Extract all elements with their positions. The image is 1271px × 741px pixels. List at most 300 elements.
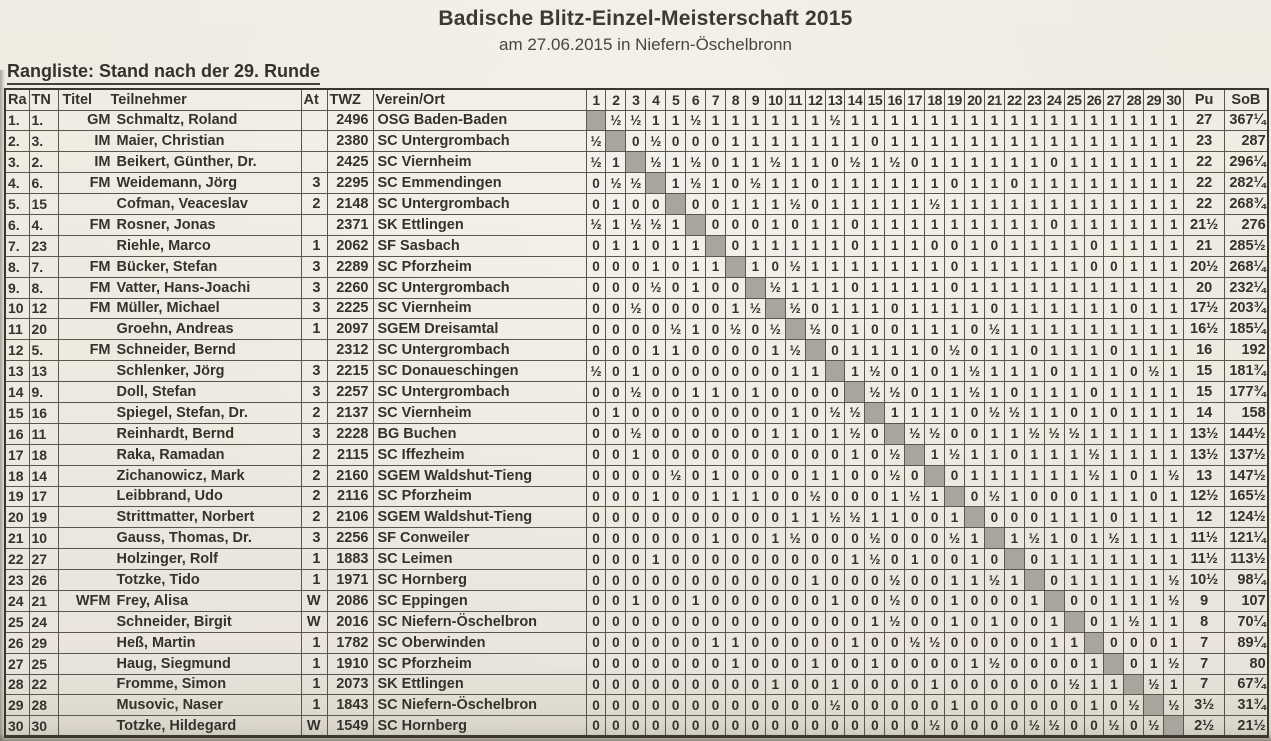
result-cell: ½ [885, 570, 905, 591]
result-cell: 1 [1004, 423, 1024, 444]
result-cell: ½ [1164, 465, 1184, 486]
result-cell: 1 [865, 194, 885, 215]
age-class-cell: 2 [301, 194, 327, 215]
result-cell: 1 [765, 340, 785, 361]
table-row [5, 632, 1268, 653]
result-cell: 0 [706, 423, 726, 444]
result-cell: 0 [965, 590, 985, 611]
club-cell: SC Leimen [373, 549, 586, 570]
rating-cell: 2225 [327, 298, 373, 319]
result-cell: 0 [646, 194, 666, 215]
result-cell: 1 [1104, 152, 1124, 173]
result-cell: 1 [785, 402, 805, 423]
result-cell: 0 [666, 549, 686, 570]
player-name: Müller, Michael [116, 300, 220, 317]
result-cell: 1 [1004, 486, 1024, 507]
result-cell: ½ [725, 319, 745, 340]
player-cell [58, 611, 301, 632]
result-cell: 0 [765, 632, 785, 653]
result-cell: 1 [984, 277, 1004, 298]
result-cell: 0 [745, 340, 765, 361]
result-cell: 0 [805, 444, 825, 465]
start-number-cell: 28 [29, 695, 58, 716]
result-cell: 0 [785, 590, 805, 611]
result-cell: 0 [586, 507, 606, 528]
player-name: Schneider, Bernd [116, 342, 236, 359]
result-cell: 1 [1144, 235, 1164, 256]
rank-cell: 22 [5, 549, 29, 570]
result-cell: ½ [646, 277, 666, 298]
result-cell: 0 [805, 298, 825, 319]
result-cell: 0 [725, 507, 745, 528]
result-cell: 1 [1044, 256, 1064, 277]
player-name: Strittmatter, Norbert [116, 509, 255, 526]
result-cell: 0 [1024, 507, 1044, 528]
result-cell: 0 [925, 507, 945, 528]
result-cell: 1 [825, 214, 845, 235]
result-cell: 1 [1084, 486, 1104, 507]
col-header-sob: SoB [1225, 89, 1268, 110]
result-cell: 1 [865, 277, 885, 298]
col-header-round-22: 22 [1004, 89, 1024, 110]
col-header-round-27: 27 [1104, 89, 1124, 110]
result-cell: 0 [965, 340, 985, 361]
result-cell: 1 [825, 194, 845, 215]
points-cell: 14 [1184, 402, 1225, 423]
result-cell: 0 [825, 549, 845, 570]
result-cell: ½ [1164, 570, 1184, 591]
result-cell: 1 [1164, 277, 1184, 298]
result-cell: 1 [1064, 298, 1084, 319]
result-cell: 0 [1124, 653, 1144, 674]
result-cell: ½ [984, 653, 1004, 674]
result-cell: 1 [745, 110, 765, 131]
result-cell: 1 [1024, 235, 1044, 256]
result-cell: 0 [845, 214, 865, 235]
rating-cell: 2260 [327, 277, 373, 298]
result-cell: 0 [825, 340, 845, 361]
result-cell: 1 [825, 277, 845, 298]
player-cell [58, 695, 301, 716]
result-cell: 0 [965, 716, 985, 737]
club-cell: SK Ettlingen [373, 214, 586, 235]
result-cell: ½ [626, 214, 646, 235]
col-header-round-18: 18 [925, 89, 945, 110]
result-cell: 0 [945, 173, 965, 194]
result-cell: 1 [1004, 214, 1024, 235]
player-cell [58, 131, 301, 152]
points-cell: 13½ [1184, 444, 1225, 465]
result-cell: ½ [945, 340, 965, 361]
points-cell: 7 [1184, 674, 1225, 695]
result-cell: 0 [785, 549, 805, 570]
result-cell: 1 [805, 256, 825, 277]
result-cell: 0 [646, 298, 666, 319]
document-header [10, 7, 1271, 55]
result-cell: 0 [765, 382, 785, 403]
rank-cell: 21 [5, 528, 29, 549]
result-cell: 1 [1144, 298, 1164, 319]
result-cell: 1 [765, 423, 785, 444]
col-header-round-15: 15 [865, 89, 885, 110]
result-cell: 1 [1084, 361, 1104, 382]
result-cell: 1 [845, 131, 865, 152]
result-cell: 1 [845, 340, 865, 361]
result-cell: 0 [706, 277, 726, 298]
sob-cell: 113½ [1225, 549, 1268, 570]
table-row [5, 235, 1268, 256]
result-cell: ½ [765, 319, 785, 340]
player-cell [58, 507, 301, 528]
result-cell: 0 [785, 214, 805, 235]
result-cell: ½ [925, 194, 945, 215]
result-cell: 0 [646, 695, 666, 716]
club-cell: SC Oberwinden [373, 632, 586, 653]
result-cell: 1 [965, 465, 985, 486]
result-cell: 1 [1104, 277, 1124, 298]
result-cell: 1 [606, 194, 626, 215]
player-name: Weidemann, Jörg [116, 175, 238, 192]
start-number-cell: 13 [29, 361, 58, 382]
sob-cell: 144½ [1225, 423, 1268, 444]
result-cell: 0 [586, 570, 606, 591]
result-cell: 1 [925, 173, 945, 194]
rating-cell: 1549 [327, 716, 373, 737]
result-cell: 1 [825, 590, 845, 611]
result-cell: 1 [1144, 173, 1164, 194]
result-cell: 0 [706, 298, 726, 319]
result-cell: 1 [1104, 590, 1124, 611]
result-cell: 0 [945, 256, 965, 277]
col-header-round-23: 23 [1024, 89, 1044, 110]
sob-cell: 67¾ [1225, 674, 1268, 695]
player-cell [58, 194, 301, 215]
result-cell: 0 [626, 465, 646, 486]
result-cell: 0 [825, 611, 845, 632]
result-cell: 0 [626, 340, 646, 361]
result-cell: 1 [805, 152, 825, 173]
result-cell: 0 [686, 632, 706, 653]
result-cell: 0 [1104, 256, 1124, 277]
result-cell: 0 [606, 298, 626, 319]
result-cell: 0 [1044, 653, 1064, 674]
result-cell: 1 [1024, 277, 1044, 298]
result-cell: 0 [1044, 361, 1064, 382]
result-cell: 0 [925, 340, 945, 361]
result-cell: 1 [1124, 173, 1144, 194]
club-cell: SC Untergrombach [373, 277, 586, 298]
result-cell: 0 [805, 402, 825, 423]
result-cell: 0 [686, 402, 706, 423]
start-number-cell: 20 [29, 319, 58, 340]
result-cell: ½ [666, 465, 686, 486]
result-cell: 0 [646, 235, 666, 256]
result-cell: 0 [1044, 214, 1064, 235]
result-cell: 1 [845, 173, 865, 194]
result-cell: 1 [1084, 194, 1104, 215]
result-cell: 0 [984, 716, 1004, 737]
result-cell: 0 [825, 653, 845, 674]
result-cell: 1 [1044, 528, 1064, 549]
result-cell: 0 [606, 277, 626, 298]
result-cell: 0 [666, 361, 686, 382]
result-cell: 1 [626, 235, 646, 256]
result-cell: 1 [1104, 382, 1124, 403]
result-cell: 1 [1124, 528, 1144, 549]
table-row [5, 423, 1268, 444]
result-cell: 0 [725, 528, 745, 549]
result-cell: ½ [646, 152, 666, 173]
result-cell: ½ [885, 465, 905, 486]
result-cell: 1 [905, 194, 925, 215]
result-cell: 0 [865, 632, 885, 653]
result-cell: 0 [706, 549, 726, 570]
age-class-cell: 3 [301, 423, 327, 444]
start-number-cell: 4. [29, 214, 58, 235]
club-cell: SC Untergrombach [373, 382, 586, 403]
result-cell: 1 [686, 590, 706, 611]
result-cell: 1 [725, 632, 745, 653]
result-cell: 0 [646, 611, 666, 632]
result-cell: ½ [785, 340, 805, 361]
result-cell: 1 [765, 194, 785, 215]
result-cell: ½ [1024, 528, 1044, 549]
col-header-round-11: 11 [785, 89, 805, 110]
result-cell: 0 [646, 444, 666, 465]
result-cell [626, 152, 646, 173]
result-cell: 0 [865, 716, 885, 737]
rating-cell: 2257 [327, 382, 373, 403]
points-cell: 15 [1184, 382, 1225, 403]
result-cell: 0 [586, 340, 606, 361]
result-cell: 1 [1084, 695, 1104, 716]
result-cell: 0 [765, 507, 785, 528]
result-cell: 0 [905, 465, 925, 486]
result-cell: 0 [606, 507, 626, 528]
result-cell: 0 [725, 695, 745, 716]
result-cell: 0 [1024, 486, 1044, 507]
result-cell [666, 194, 686, 215]
result-cell: 1 [626, 361, 646, 382]
result-cell: 1 [825, 131, 845, 152]
result-cell: 1 [666, 214, 686, 235]
player-cell [58, 486, 301, 507]
result-cell: 1 [965, 528, 985, 549]
col-header-age-class: At [301, 89, 327, 110]
result-cell: 0 [885, 361, 905, 382]
result-cell: 0 [785, 611, 805, 632]
result-cell: 1 [666, 110, 686, 131]
rating-cell: 2148 [327, 194, 373, 215]
result-cell: 1 [606, 402, 626, 423]
player-name: Fromme, Simon [116, 676, 227, 693]
result-cell: 0 [984, 507, 1004, 528]
result-cell: 0 [825, 382, 845, 403]
sob-cell: 282¼ [1225, 173, 1268, 194]
player-cell [58, 590, 301, 611]
result-cell: ½ [586, 214, 606, 235]
rank-cell: 24 [5, 590, 29, 611]
col-header-club: Verein/Ort [373, 89, 586, 110]
result-cell: 0 [666, 528, 686, 549]
result-cell: 0 [706, 695, 726, 716]
result-cell: 1 [925, 277, 945, 298]
result-cell: 1 [984, 361, 1004, 382]
player-title: IM [94, 133, 111, 150]
sob-cell: 203¾ [1225, 298, 1268, 319]
result-cell: 1 [1084, 277, 1104, 298]
result-cell: 0 [1084, 611, 1104, 632]
result-cell: 1 [1144, 423, 1164, 444]
result-cell: 0 [646, 528, 666, 549]
result-cell: 0 [825, 632, 845, 653]
result-cell: 0 [865, 590, 885, 611]
club-cell: SC Niefern-Öschelbron [373, 611, 586, 632]
result-cell: 1 [725, 653, 745, 674]
result-cell: 1 [1084, 570, 1104, 591]
result-cell [765, 298, 785, 319]
result-cell: 1 [745, 256, 765, 277]
result-cell: 0 [626, 402, 646, 423]
result-cell: 1 [984, 131, 1004, 152]
result-cell: 1 [1064, 570, 1084, 591]
result-cell: 0 [706, 319, 726, 340]
result-cell: 1 [945, 382, 965, 403]
result-cell: 1 [706, 465, 726, 486]
player-cell [58, 402, 301, 423]
result-cell: 0 [626, 716, 646, 737]
col-header-rank: Ra [5, 89, 29, 110]
result-cell: 1 [785, 361, 805, 382]
result-cell: ½ [1144, 674, 1164, 695]
result-cell: 0 [646, 361, 666, 382]
age-class-cell: 1 [301, 235, 327, 256]
result-cell: 0 [905, 674, 925, 695]
result-cell: 1 [1124, 570, 1144, 591]
club-cell: SC Iffezheim [373, 444, 586, 465]
start-number-cell: 5. [29, 340, 58, 361]
result-cell: 0 [1084, 382, 1104, 403]
result-cell: 0 [805, 173, 825, 194]
result-cell: 0 [1004, 173, 1024, 194]
result-cell: 0 [586, 611, 606, 632]
player-name: Cofman, Veaceslav [116, 196, 248, 212]
result-cell: 0 [745, 716, 765, 737]
result-cell: 1 [1084, 319, 1104, 340]
result-cell: 1 [885, 256, 905, 277]
result-cell: 0 [626, 319, 646, 340]
result-cell: 0 [765, 611, 785, 632]
result-cell: 1 [785, 152, 805, 173]
result-cell: 1 [1044, 382, 1064, 403]
result-cell: ½ [905, 486, 925, 507]
result-cell: ½ [1164, 590, 1184, 611]
club-cell: SF Sasbach [373, 235, 586, 256]
result-cell: 0 [686, 194, 706, 215]
result-cell: 0 [646, 674, 666, 695]
rating-cell: 2496 [327, 110, 373, 131]
player-cell [58, 214, 301, 235]
result-cell: 1 [865, 653, 885, 674]
result-cell: 1 [1024, 465, 1044, 486]
age-class-cell: 1 [301, 632, 327, 653]
sob-cell: 21½ [1225, 716, 1268, 737]
result-cell: 1 [1104, 444, 1124, 465]
table-row [5, 653, 1268, 674]
sob-cell: 367¼ [1225, 110, 1268, 131]
result-cell: 1 [706, 110, 726, 131]
result-cell: 0 [825, 444, 845, 465]
result-cell: 0 [805, 611, 825, 632]
points-cell: 22 [1184, 173, 1225, 194]
points-cell: 23 [1184, 131, 1225, 152]
col-header-round-2: 2 [606, 89, 626, 110]
result-cell: 1 [865, 110, 885, 131]
result-cell: 0 [626, 632, 646, 653]
result-cell: 1 [1144, 590, 1164, 611]
result-cell: 0 [725, 674, 745, 695]
result-cell: 0 [1024, 549, 1044, 570]
points-cell: 8 [1184, 611, 1225, 632]
result-cell: 1 [984, 465, 1004, 486]
result-cell: ½ [1164, 653, 1184, 674]
result-cell: 1 [965, 173, 985, 194]
result-cell: 1 [1044, 611, 1064, 632]
result-cell: 1 [1164, 110, 1184, 131]
age-class-cell: W [301, 611, 327, 632]
result-cell: 1 [845, 298, 865, 319]
player-name: Schmaltz, Roland [116, 112, 238, 129]
result-cell: 0 [905, 528, 925, 549]
result-cell: 0 [1004, 611, 1024, 632]
result-cell: 1 [825, 423, 845, 444]
result-cell: 0 [885, 653, 905, 674]
result-cell: 0 [646, 423, 666, 444]
result-cell: 1 [925, 402, 945, 423]
rating-cell: 2295 [327, 173, 373, 194]
result-cell: 1 [1144, 131, 1164, 152]
player-cell [58, 632, 301, 653]
result-cell: 1 [745, 235, 765, 256]
result-cell: 1 [1064, 235, 1084, 256]
rank-cell: 23 [5, 570, 29, 591]
result-cell: 0 [706, 570, 726, 591]
result-cell: 0 [686, 486, 706, 507]
table-row [5, 319, 1268, 340]
result-cell: 1 [646, 110, 666, 131]
result-cell: 1 [725, 110, 745, 131]
result-cell: 0 [745, 611, 765, 632]
age-class-cell [301, 340, 327, 361]
result-cell: 1 [885, 340, 905, 361]
club-cell: SC Untergrombach [373, 340, 586, 361]
result-cell: 0 [1024, 653, 1044, 674]
result-cell: 1 [1084, 423, 1104, 444]
result-cell: ½ [626, 423, 646, 444]
result-cell: 1 [646, 549, 666, 570]
result-cell: 0 [745, 465, 765, 486]
result-cell: 0 [745, 674, 765, 695]
result-cell [965, 507, 985, 528]
result-cell: 1 [885, 402, 905, 423]
result-cell: 1 [865, 507, 885, 528]
points-cell: 13 [1184, 465, 1225, 486]
result-cell: 0 [745, 319, 765, 340]
club-cell: SC Untergrombach [373, 194, 586, 215]
result-cell: ½ [785, 194, 805, 215]
points-cell: 10½ [1184, 570, 1225, 591]
table-row [5, 674, 1268, 695]
